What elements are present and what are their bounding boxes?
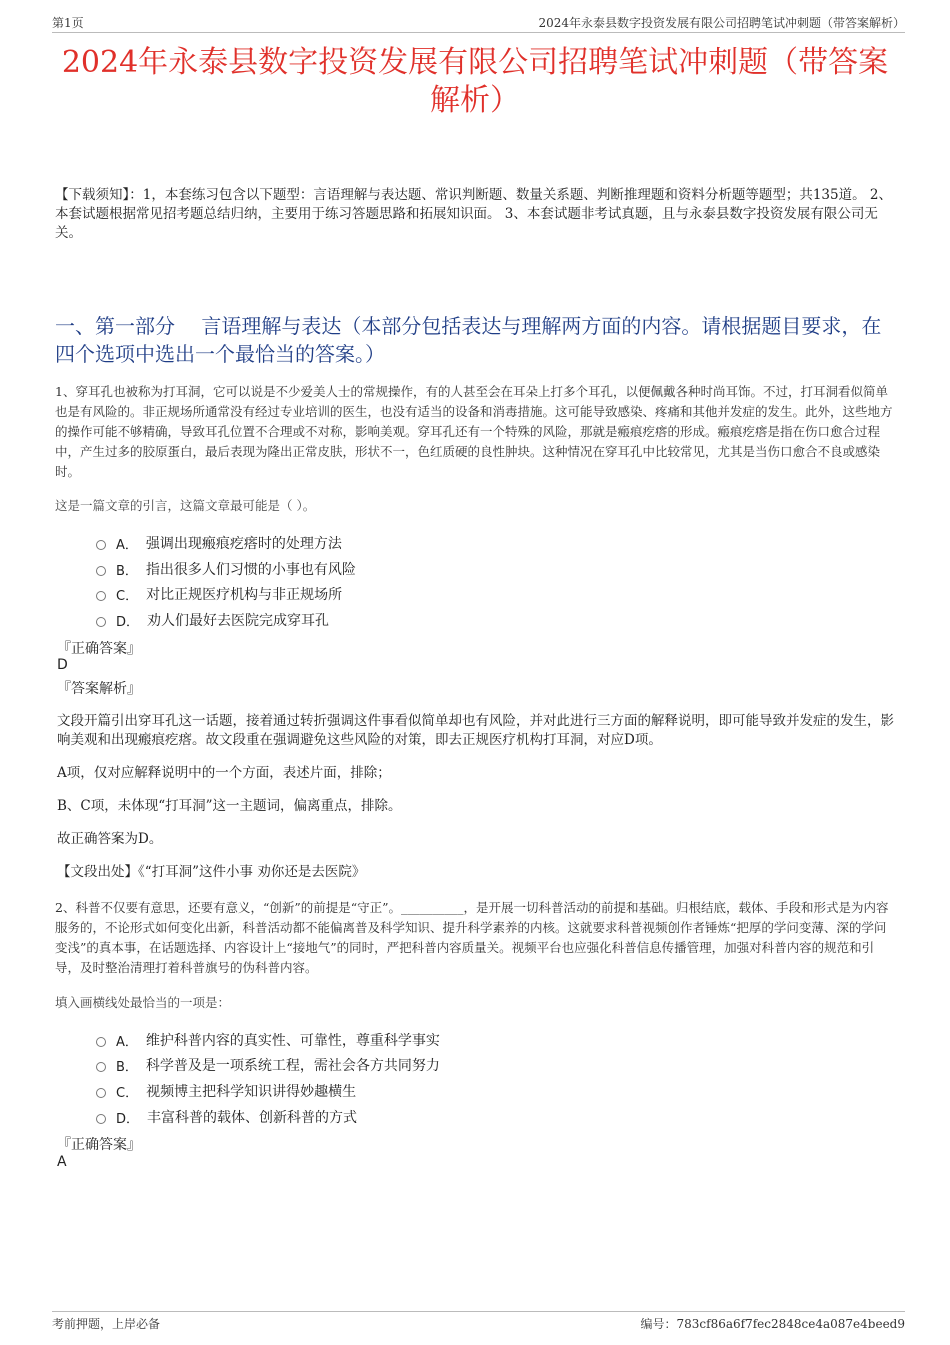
option-text: 对比正规医疗机构与非正规场所	[146, 587, 343, 603]
document-title	[40, 44, 910, 120]
option-letter: B．	[116, 563, 138, 579]
radio-icon[interactable]	[96, 617, 106, 627]
footer-serial: 编号：783cf86a6f7fec2848ce4a087e4beed9	[640, 1317, 905, 1331]
footer-slogan: 考前押题，上岸必备	[52, 1317, 161, 1331]
title-line-2: 解析）	[430, 83, 520, 118]
option-text: 强调出现瘢痕疙瘩时的处理方法	[145, 536, 342, 552]
q1-option-a[interactable]	[96, 533, 342, 553]
option-letter: A．	[116, 537, 138, 553]
q1-source: 【文段出处】《“打耳洞”这件小事 劝你还是去医院》	[57, 864, 366, 880]
q1-analysis-label: 『答案解析』	[57, 681, 141, 697]
q1-conclusion: 故正确答案为D。	[57, 831, 163, 847]
q1-option-d[interactable]	[96, 610, 329, 630]
radio-icon[interactable]	[96, 1062, 106, 1072]
page-footer	[52, 1311, 905, 1332]
radio-icon[interactable]	[96, 1037, 106, 1047]
q2-answer-label: 『正确答案』	[57, 1137, 141, 1153]
option-text: 维护科普内容的真实性、可靠性，尊重科学事实	[145, 1033, 440, 1049]
q1-answer-label: 『正确答案』	[57, 641, 141, 657]
q2-stem: 填入画横线处最恰当的一项是：	[55, 995, 231, 1010]
section-heading: 一、第一部分 言语理解与表达（本部分包括表达与理解两方面的内容。请根据题目要求，在四个选项中选出一个最恰当的答案。）	[55, 314, 882, 366]
radio-icon[interactable]	[96, 591, 106, 601]
option-text: 丰富科普的载体、创新科普的方式	[147, 1110, 358, 1126]
option-letter: B．	[116, 1059, 138, 1075]
q2-option-c[interactable]	[96, 1081, 356, 1101]
radio-icon[interactable]	[96, 566, 106, 576]
download-notice: 【下载须知】：1，本套练习包含以下题型：言语理解与表达题、常识判断题、数量关系题、判断推理题和资料分析题等题型；共135道。 2、本套试题根据常见招考题总结归纳，主要用于练习答题思路和拓展知识面。 3、本套试题非考试真题，且与永泰县数字投资发展有限公司无关。	[55, 187, 892, 241]
option-letter: D．	[116, 614, 140, 630]
q2-answer: A	[57, 1154, 67, 1170]
option-letter: D．	[116, 1111, 140, 1127]
q1-stem: 这是一篇文章的引言，这篇文章最可能是（ ）。	[55, 498, 316, 513]
q2-option-a[interactable]	[96, 1030, 440, 1050]
q1-analysis-bc: B、C项，未体现“打耳洞”这一主题词，偏离重点，排除。	[57, 798, 402, 814]
radio-icon[interactable]	[96, 540, 106, 550]
q2-option-d[interactable]	[96, 1107, 357, 1127]
header-doc-title: 2024年永泰县数字投资发展有限公司招聘笔试冲刺题（带答案解析）	[538, 16, 905, 30]
radio-icon[interactable]	[96, 1114, 106, 1124]
q1-analysis-a: A项，仅对应解释说明中的一个方面，表述片面，排除；	[57, 765, 391, 781]
option-letter: C．	[116, 1085, 139, 1101]
q2-passage: 2、科普不仅要有意思，还要有意义，“创新”的前提是“守正”。__________，是开展一切科普活动的前提和基础。归根结底，载体、手段和形式是为内容服务的，不论形式如何变化出新，科普活动都不能偏离普及科学知识、提升科学素养的内核。这就要求科普视频创作者锤炼“把厚的学问变薄、深的学问变浅”的真本事，在话题选择、内容设计上“接地气”的同时，严把科普内容质量关。视频平台也应强化科普信息传播管理，加强对科普内容的规范和引导，及时整治清理打着科普旗号的伪科普内容。	[55, 900, 889, 975]
option-text: 科学普及是一项系统工程，需社会各方共同努力	[145, 1058, 440, 1074]
q1-option-b[interactable]	[96, 559, 356, 579]
title-line-1: 2024年永泰县数字投资发展有限公司招聘笔试冲刺题（带答案	[61, 45, 889, 80]
q2-option-b[interactable]	[96, 1055, 440, 1075]
q1-option-c[interactable]	[96, 584, 342, 604]
radio-icon[interactable]	[96, 1088, 106, 1098]
option-text: 指出很多人们习惯的小事也有风险	[145, 562, 356, 578]
option-text: 视频博主把科学知识讲得妙趣横生	[146, 1084, 357, 1100]
q1-passage: 1、穿耳孔也被称为打耳洞，它可以说是不少爱美人士的常规操作，有的人甚至会在耳朵上打多个耳孔，以便佩戴各种时尚耳饰。不过，打耳洞看似简单也是有风险的。非正规场所通常没有经过专业培训的医生，也没有适当的设备和消毒措施。这可能导致感染、疼痛和其他并发症的发生。此外，这些地方的操作可能不够精确，导致耳孔位置不合理或不对称，影响美观。穿耳孔还有一个特殊的风险，那就是瘢痕疙瘩的形成。瘢痕疙瘩是指在伤口愈合过程中，产生过多的胶原蛋白，最后表现为隆出正常皮肤，形状不一，色红质硬的良性肿块。这种情况在穿耳孔中比较常见，尤其是当伤口愈合不良或感染时。	[55, 384, 893, 479]
page-header	[52, 12, 905, 33]
option-text: 劝人们最好去医院完成穿耳孔	[147, 613, 330, 629]
page-number: 第1页	[52, 16, 84, 30]
q1-answer: D	[57, 657, 68, 673]
option-letter: A．	[116, 1034, 138, 1050]
option-letter: C．	[116, 588, 139, 604]
q1-analysis: 文段开篇引出穿耳孔这一话题，接着通过转折强调这件事看似简单却也有风险，并对此进行三方面的解释说明，即可能导致并发症的发生，影响美观和出现瘢痕疙瘩。故文段重在强调避免这些风险的对策，即去正规医疗机构打耳洞，对应D项。	[57, 713, 894, 748]
